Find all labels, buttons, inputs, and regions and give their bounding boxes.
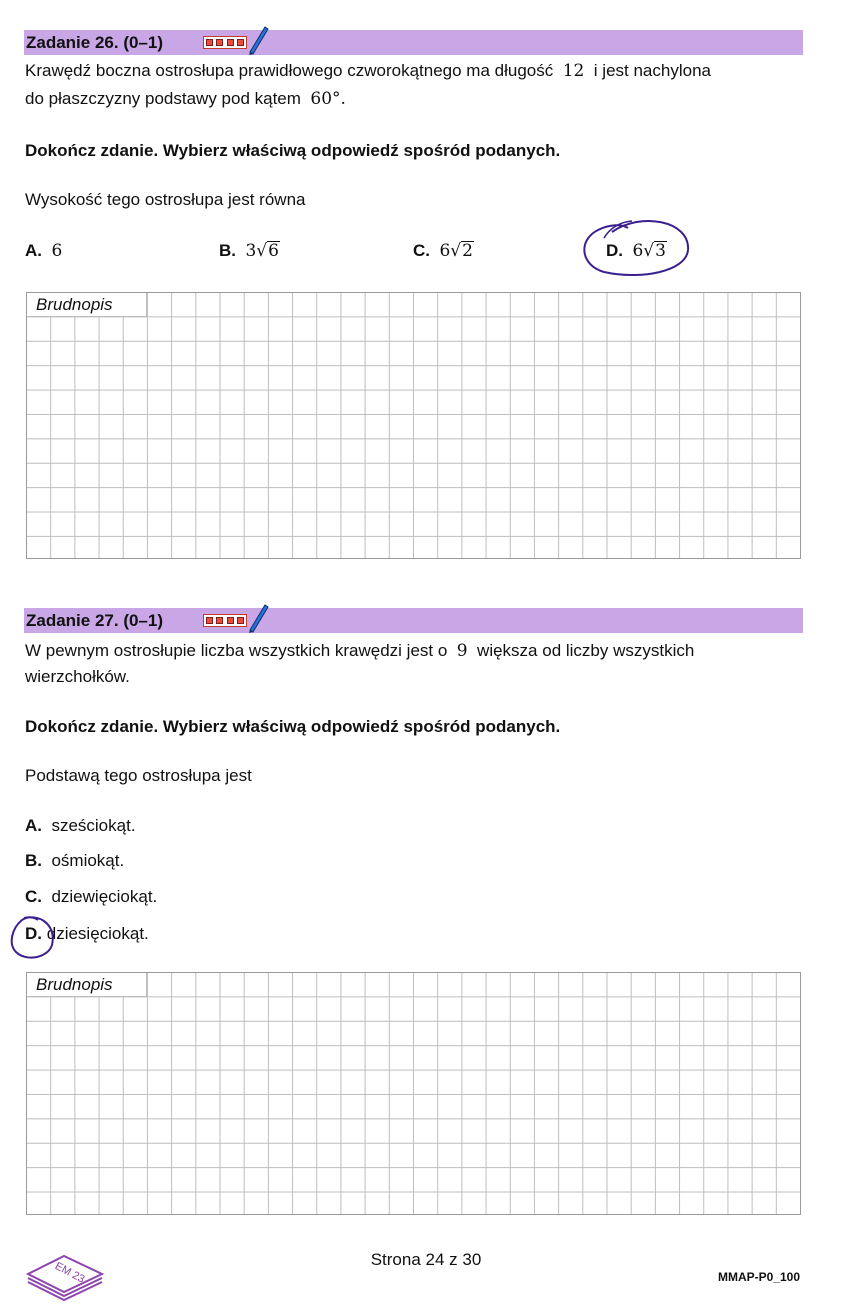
- task-27-option-a[interactable]: A. sześciokąt.: [25, 816, 136, 835]
- page-number: Strona 24 z 30: [370, 1250, 482, 1269]
- task-26-instruction: Dokończ zdanie. Wybierz właściwą odpowiedź spośród podanych.: [25, 141, 561, 160]
- pen-icon: [247, 601, 271, 633]
- task-26-option-a[interactable]: A. 6: [25, 241, 63, 261]
- task-27-instruction: Dokończ zdanie. Wybierz właściwą odpowiedź spośród podanych.: [25, 717, 561, 736]
- task-27-title: Zadanie 27. (0–1): [26, 611, 164, 630]
- task-27-option-c[interactable]: C. dziewięciokąt.: [25, 887, 158, 906]
- task-26-option-d[interactable]: D. 6√3: [606, 241, 666, 261]
- task-27-statement-line1: W pewnym ostrosłupie liczba wszystkich krawędzi jest o 9 większa od liczby wszystkich: [25, 641, 695, 661]
- pen-icon: [247, 23, 271, 55]
- task-26-scratch-grid[interactable]: [26, 292, 801, 559]
- task-26-option-c[interactable]: C. 6√2: [413, 241, 473, 261]
- task-27-scratch-grid[interactable]: [26, 972, 801, 1215]
- task-27-scratch-label: Brudnopis: [27, 973, 147, 997]
- exam-code: MMAP-P0_100: [717, 1270, 800, 1284]
- task-26-option-b[interactable]: B. 3√6: [219, 241, 279, 261]
- task-26-statement-line2: do płaszczyzny podstawy pod kątem 60°.: [25, 89, 346, 109]
- svg-text:EM 23: EM 23: [52, 1260, 87, 1286]
- task-26-answer-tick: [604, 221, 632, 238]
- task-27-prompt: Podstawą tego ostrosłupa jest: [25, 766, 252, 785]
- task-27-header: [24, 608, 803, 633]
- difficulty-boxes-icon: [203, 614, 247, 627]
- task-27-option-b[interactable]: B. ośmiokąt.: [25, 851, 125, 870]
- task-27-statement-line2: wierzchołków.: [25, 667, 130, 686]
- task-27-option-d[interactable]: D. dziesięciokąt.: [25, 924, 149, 943]
- task-26-scratch-label: Brudnopis: [27, 293, 147, 317]
- task-26-prompt: Wysokość tego ostrosłupa jest równa: [25, 190, 306, 209]
- task-26-header: [24, 30, 803, 55]
- task-26-title: Zadanie 26. (0–1): [26, 33, 164, 52]
- task-26-statement-line1: Krawędź boczna ostrosłupa prawidłowego czworokątnego ma długość 12 i jest nachylona: [25, 61, 711, 81]
- difficulty-boxes-icon: [203, 36, 247, 49]
